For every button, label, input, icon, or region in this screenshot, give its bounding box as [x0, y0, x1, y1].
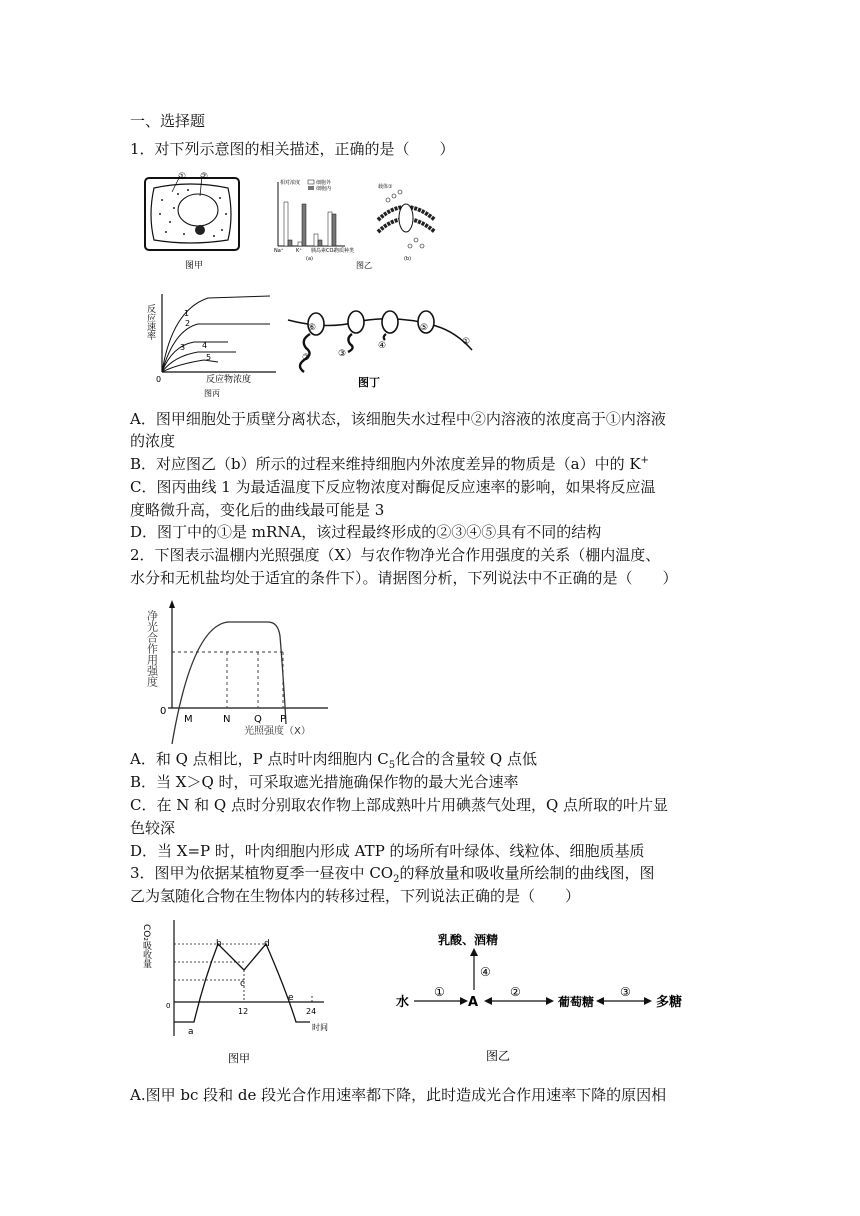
yi-cat-k: K⁺: [296, 248, 302, 254]
q3-jia-point-a: a: [188, 1027, 194, 1037]
yi-caption: 图乙: [356, 261, 372, 270]
q3-figure-jia: [140, 910, 340, 1080]
yi-sub-a: (a): [306, 256, 313, 262]
q2-point-q: Q: [254, 714, 262, 725]
q3-yi-step-4: ④: [480, 965, 491, 979]
q2-stem-line2: 水分和无机盐均处于适宜的条件下）。请据图分析，下列说法中不正确的是（ ）: [130, 569, 678, 587]
yi-cat-kind: 物质种类: [334, 248, 355, 254]
yi-b-label: 载体①: [378, 184, 393, 190]
q3-yi-node-water: 水: [396, 995, 410, 1010]
q2-origin: 0: [160, 706, 167, 717]
q2-ylabel: 净光合作用强度: [145, 610, 159, 687]
ding-label-1: ①: [462, 337, 471, 347]
q2-option-a: A．和 Q 点相比，P 点时叶肉细胞内 $C_5$化合的含量较 Q 点低: [130, 750, 537, 771]
q2-figure: [145, 596, 338, 737]
yi-cat-na: Na⁺: [274, 248, 284, 254]
ding-label-5: ⑤: [420, 323, 429, 333]
q3-jia-caption: 图甲: [228, 1052, 250, 1065]
q3-yi-step-1: ①: [434, 985, 445, 999]
yi-legend-in: 细胞内: [316, 186, 332, 192]
ding-label-2: ②: [302, 353, 311, 363]
q3-jia-point-d: d: [264, 939, 270, 949]
q1-option-b: B．对应图乙（b）所示的过程来维持细胞内外浓度差异的物质是（a）中的 K+: [130, 455, 649, 473]
q3-yi-node-polysaccharide: 多糖: [656, 995, 683, 1010]
q3-yi-node-glucose: 葡萄糖: [558, 995, 595, 1009]
bing-ylabel: 反应速率: [145, 304, 155, 340]
q1-option-c-line2: 度略微升高，变化后的曲线最可能是 3: [130, 501, 385, 519]
q3-jia-xlabel: 时间: [312, 1023, 328, 1032]
q2-option-d: D．当 X=P 时，叶肉细胞内形成 ATP 的场所有叶绿体、线粒体、细胞质基质: [130, 842, 645, 860]
q3-jia-origin: 0: [166, 1002, 171, 1010]
bing-curve-3: 3: [180, 343, 186, 352]
ding-label-6: ⑥: [308, 323, 317, 333]
yi-sub-b: (b): [404, 256, 412, 262]
q3-jia-point-e: e: [288, 993, 294, 1003]
q3-jia-tick-12: 12: [238, 1007, 249, 1016]
q2-stem-line1: 2．下图表示温棚内光照强度（X）与农作物净光合作用强度的关系（棚内温度、: [130, 546, 661, 564]
q2-option-c-line1: C．在 N 和 Q 点时分别取农作物上部成熟叶片用碘蒸气处理，Q 点所取的叶片显: [130, 796, 669, 814]
q2-point-p: P: [280, 714, 287, 725]
bing-origin: 0: [156, 375, 162, 384]
bing-curve-5: 5: [206, 353, 212, 362]
q2-point-n: N: [223, 714, 231, 725]
bing-curve-1: 1: [184, 309, 190, 318]
q3-yi-node-lactate: 乳酸、酒精: [438, 933, 499, 947]
jia-label-2: ②: [200, 172, 209, 182]
q3-stem-line1: 3．图甲为依据某植物夏季一昼夜中 $CO_2$的释放量和吸收量所绘制的曲线图，图: [130, 864, 655, 885]
q2-option-b: B．当 X＞Q 时，可采取遮光措施确保作物的最大光合速率: [130, 773, 519, 791]
bing-caption: 图丙: [204, 389, 220, 398]
q3-stem-line2: 乙为氢随化合物在生物体内的转移过程，下列说法正确的是（ ）: [130, 887, 581, 905]
q1-figure-jia: [140, 170, 250, 274]
yi-cat-co2: CO₂: [326, 248, 336, 254]
q3-yi-step-3: ③: [620, 985, 631, 999]
jia-label-1: ①: [178, 172, 187, 182]
yi-cat-insulin: 胰岛素: [311, 248, 327, 254]
q2-xlabel: 光照强度（X）: [244, 726, 311, 737]
q1-figure-bing: [145, 290, 280, 400]
q3-jia-ylabel: CO₂吸收量: [141, 924, 151, 968]
bing-xlabel: 反应物浓度: [206, 375, 252, 385]
q3-yi-node-a: A: [468, 995, 479, 1010]
q3-yi-step-2: ②: [510, 985, 521, 999]
q1-figure-yi: [270, 176, 440, 271]
q1-option-d: D．图丁中的①是 mRNA，该过程最终形成的②③④⑤具有不同的结构: [130, 523, 602, 541]
q1-stem: 1．对下列示意图的相关描述，正确的是（ ）: [130, 140, 455, 158]
q3-jia-tick-24: 24: [306, 1007, 317, 1016]
q3-option-a-line1: A.图甲 bc 段和 de 段光合作用速率都下降，此时造成光合作用速率下降的原因相: [130, 1086, 667, 1104]
yi-legend-out: 细胞外: [316, 180, 332, 186]
ding-label-4: ④: [378, 341, 387, 351]
q1-option-c-line1: C．图丙曲线 1 为最适温度下反应物浓度对酶促反应速率的影响，如果将反应温: [130, 478, 656, 496]
bing-curve-2: 2: [185, 319, 191, 328]
q2-option-c-line2: 色较深: [130, 819, 176, 837]
yi-ylabel: 相对浓度: [280, 180, 301, 186]
q2-point-m: M: [184, 714, 193, 725]
q1-figure-ding: [286, 300, 486, 396]
q1-option-a-line2: 的浓度: [130, 432, 176, 450]
q3-yi-caption: 图乙: [486, 1049, 511, 1063]
ding-caption: 图丁: [358, 376, 380, 389]
q3-figure-yi: [392, 926, 722, 1066]
bing-curve-4: 4: [202, 341, 208, 350]
q1-option-a-line1: A．图甲细胞处于质壁分离状态，该细胞失水过程中②内溶液的浓度高于①内溶液: [130, 410, 666, 428]
q3-jia-point-b: b: [216, 939, 222, 949]
section-title: 一、选择题: [130, 112, 206, 130]
jia-caption: 图甲: [185, 261, 204, 271]
ding-label-3: ③: [338, 349, 347, 359]
q3-jia-point-c: c: [240, 979, 245, 989]
